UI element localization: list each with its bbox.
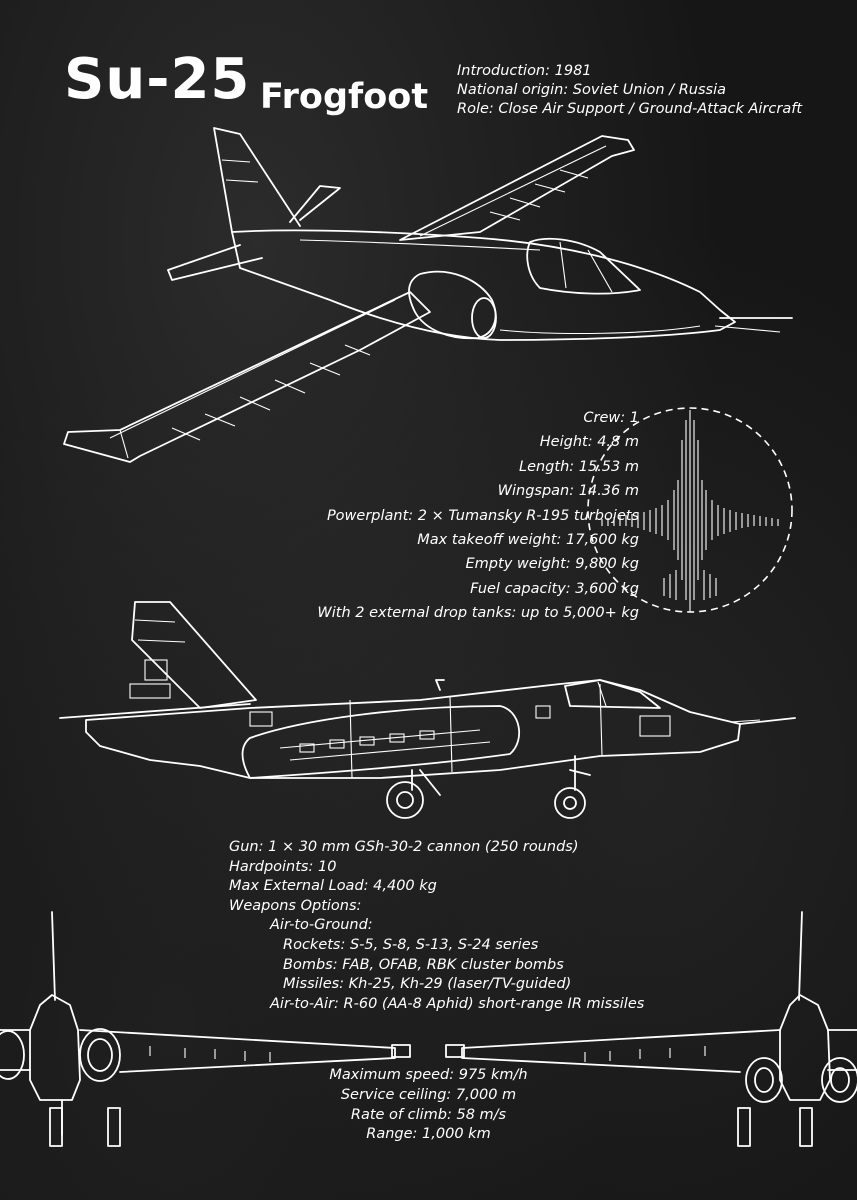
spec-height: Height: 4.8 m <box>539 434 639 451</box>
intro-line: Role: Close Air Support / Ground-Attack Aircraft <box>457 101 802 117</box>
weapon-air-to-air: Air-to-Air: R-60 (AA-8 Aphid) short-range IR missiles <box>270 995 645 1012</box>
specifications-block <box>317 406 639 626</box>
intro-line: Introduction: 1981 <box>457 63 592 79</box>
spec-length: Length: 15.53 m <box>518 458 639 475</box>
perf-range: Range: 1,000 km <box>366 1126 491 1143</box>
spec-wingspan: Wingspan: 14.36 m <box>497 483 639 500</box>
weapon-hardpoints: Hardpoints: 10 <box>229 858 337 875</box>
side-view-aircraft-drawing <box>60 602 795 818</box>
weapon-bombs: Bombs: FAB, OFAB, RBK cluster bombs <box>283 956 564 973</box>
weapon-options-heading: Weapons Options: <box>229 897 362 914</box>
spec-powerplant: Powerplant: 2 × Tumansky R-195 turbojets <box>326 507 639 524</box>
weapons-block <box>229 838 644 1014</box>
perf-service-ceiling: Service ceiling: 7,000 m <box>340 1086 517 1103</box>
perf-rate-of-climb: Rate of climb: 58 m/s <box>350 1106 507 1123</box>
aircraft-nickname: Frogfoot <box>260 77 429 117</box>
weapon-gun: Gun: 1 × 30 mm GSh-30-2 cannon (250 rounds) <box>229 839 579 855</box>
intro-line: National origin: Soviet Union / Russia <box>457 82 726 98</box>
aircraft-name: Su-25 <box>64 47 251 112</box>
weapon-missiles: Missiles: Kh-25, Kh-29 (laser/TV-guided) <box>283 976 572 993</box>
spec-empty-weight: Empty weight: 9,800 kg <box>465 556 639 573</box>
perf-max-speed: Maximum speed: 975 km/h <box>329 1067 528 1083</box>
performance-block <box>0 1066 857 1145</box>
weapon-rockets: Rockets: S-5, S-8, S-13, S-24 series <box>283 936 539 953</box>
spec-fuel-capacity: Fuel capacity: 3,600 kg <box>470 580 639 597</box>
spec-drop-tanks: With 2 external drop tanks: up to 5,000+ kg <box>317 605 639 622</box>
weapon-max-load: Max External Load: 4,400 kg <box>229 878 437 895</box>
spec-crew: Crew: 1 <box>583 410 639 426</box>
weapon-air-to-ground-heading: Air-to-Ground: <box>270 917 373 934</box>
spec-max-takeoff-weight: Max takeoff weight: 17,600 kg <box>417 532 639 549</box>
